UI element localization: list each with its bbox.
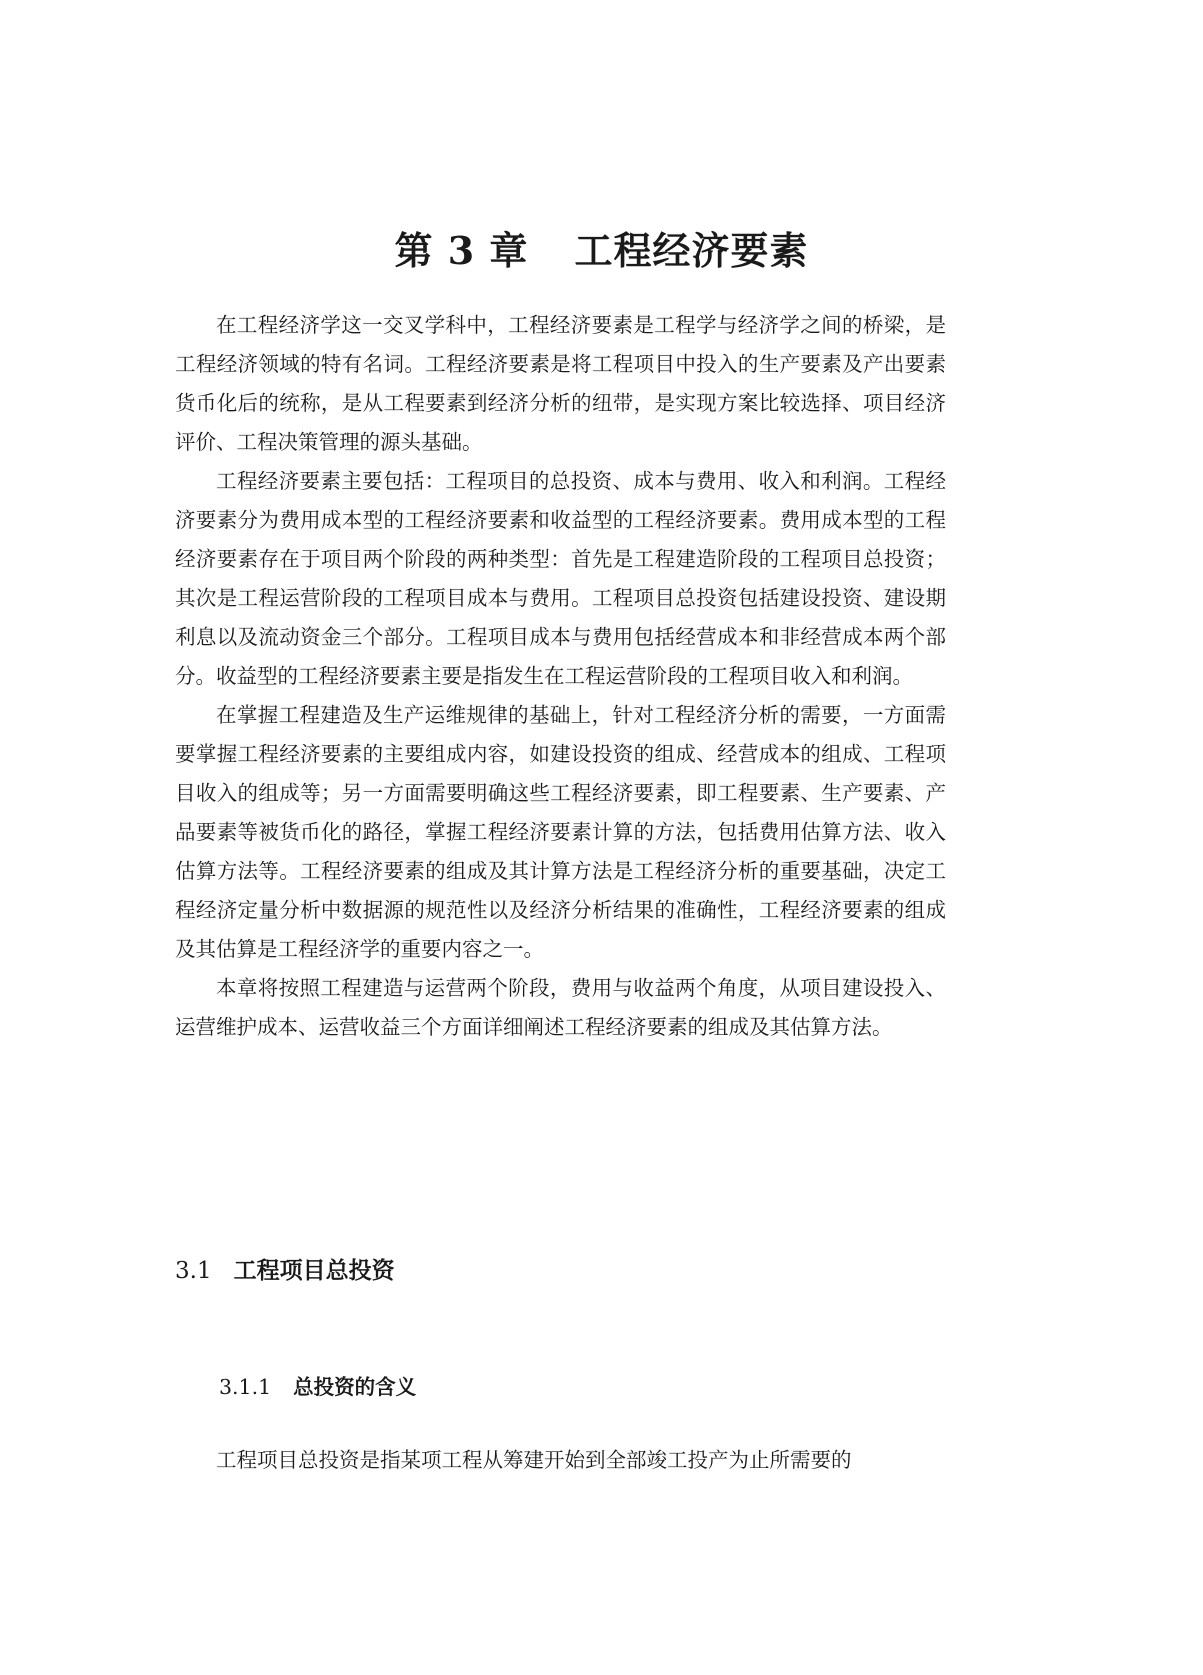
- paragraph: 工程经济要素主要包括：工程项目的总投资、成本与费用、收入和利润。工程经济要素分为费用成本型的工程经济要素和收益型的工程经济要素。费用成本型的工程经济要素存在于项目两个阶段的两种类型：首先是工程建造阶段的工程项目总投资；其次是工程运营阶段的工程项目成本与费用。工程项目总投资包括建设投资、建设期利息以及流动资金三个部分。工程项目成本与费用包括经营成本和非经营成本两个部分。收益型的工程经济要素主要是指发生在工程运营阶段的工程项目收入和利润。: [175, 469, 946, 688]
- chapter-title: [0, 220, 1203, 275]
- paragraph: 在掌握工程建造及生产运维规律的基础上，针对工程经济分析的需要，一方面需要掌握工程经济要素的主要组成内容，如建设投资的组成、经营成本的组成、工程项目收入的组成等；另一方面需要明确这些工程经济要素，即工程要素、生产要素、产品要素等被货币化的路径，掌握工程经济要素计算的方法，包括费用估算方法、收入估算方法等。工程经济要素的组成及其计算方法是工程经济分析的重要基础，决定工程经济定量分析中数据源的规范性以及经济分析结果的准确性，工程经济要素的组成及其估算是工程经济学的重要内容之一。: [175, 703, 946, 961]
- section-heading: [175, 1252, 395, 1285]
- paragraph: 本章将按照工程建造与运营两个阶段，费用与收益两个角度，从项目建设投入、运营维护成本、运营收益三个方面详细阐述工程经济要素的组成及其估算方法。: [175, 976, 946, 1039]
- subsection-title: 总投资的含义: [293, 1375, 417, 1399]
- section-number: 3.1: [175, 1258, 212, 1284]
- subsection-number: 3.1.1: [219, 1375, 272, 1399]
- paragraph: 工程项目总投资是指某项工程从筹建开始到全部竣工投产为止所需要的: [216, 1448, 852, 1472]
- subsection-heading: [219, 1370, 416, 1400]
- paragraph: 在工程经济学这一交叉学科中，工程经济要素是工程学与经济学之间的桥梁，是工程经济领域的特有名词。工程经济要素是将工程项目中投入的生产要素及产出要素货币化后的统称，是从工程要素到经济分析的纽带，是实现方案比较选择、项目经济评价、工程决策管理的源头基础。: [175, 313, 946, 454]
- section-title: 工程项目总投资: [233, 1257, 395, 1284]
- chapter-number: 第 3 章: [394, 228, 529, 273]
- chapter-intro: [175, 306, 946, 1047]
- chapter-title-text: 工程经济要素: [574, 228, 809, 273]
